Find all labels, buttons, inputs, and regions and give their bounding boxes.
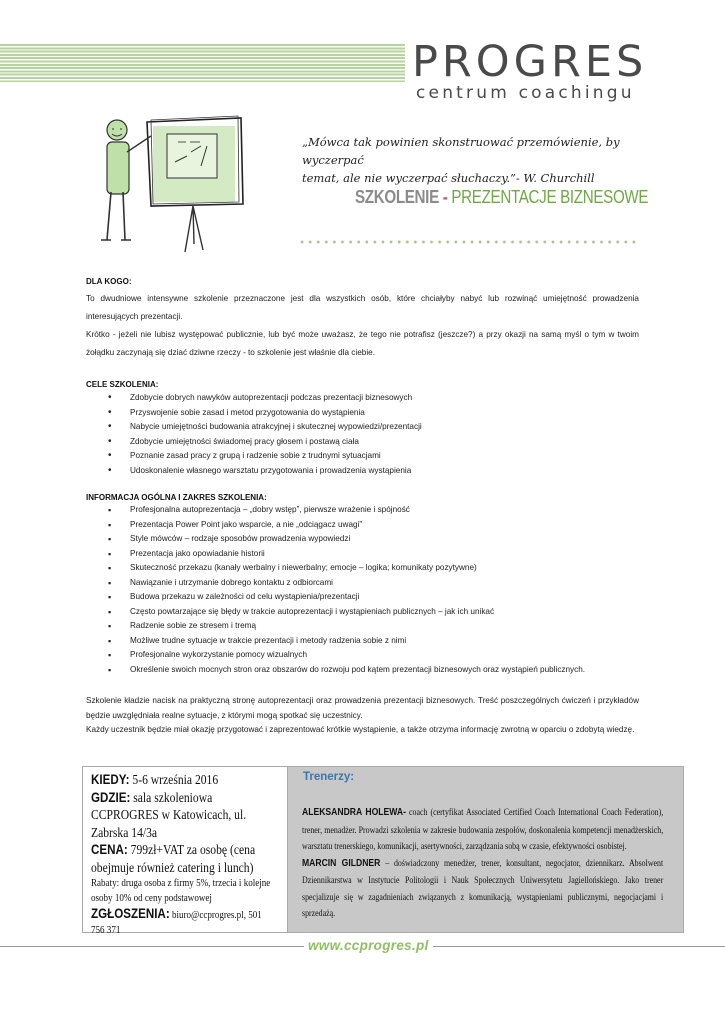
list-item: ▪ Radzenie sobie ze stresem i tremą: [88, 619, 640, 634]
quote-line: temat, ale nie wyczerpać słuchaczy.”- W. Churchill: [302, 171, 595, 185]
presenter-illustration: [95, 112, 255, 262]
when-row: [91, 771, 276, 789]
when-value: 5-6 września 2016: [132, 772, 219, 787]
price-label: CENA:: [91, 842, 128, 857]
header-stripe: [0, 44, 405, 82]
where-value: sala szkoleniowa CCPROGRES w Katowicach, ul. Zabrska 14/3a: [91, 789, 247, 840]
trainer-2: [302, 855, 663, 922]
trainer-1-desc: coach (certyfikat Associated Certified Coach International Coach Federation), trener, menadżer. Prowadzi szkolenia w zakresie budowania zespołów, doskonalenia kompetencji menadżerskich, warsztatu trenerskiego, komunikacji, asertywności, zarządzania sobą w czasie, efektywności osobistej.: [302, 807, 664, 851]
discount-text: Rabaty: druga osoba z firmy 5%, trzecia i kolejne osoby 10% od ceny podstawowej: [91, 878, 271, 904]
list-item: ▪ Profesjonalne wykorzystanie pomocy wizualnych: [88, 648, 640, 663]
title-main: SZKOLENIE: [355, 186, 439, 207]
trainer-2-name: MARCIN GILDNER: [302, 857, 381, 869]
signup-row: [91, 906, 276, 938]
quote: [302, 133, 642, 187]
page-title: [355, 186, 648, 208]
list-item: ▪ Możliwe trudne sytuacje w trakcie prezentacji i metody radzenia sobie z nimi: [88, 634, 640, 649]
list-item: ▪ Często powtarzające się błędy w trakcie autoprezentacji i wystąpieniach publicznych – jak ich unikać: [88, 605, 640, 620]
trainer-1: [302, 804, 663, 855]
section-heading-goals: CELE SZKOLENIA:: [86, 380, 159, 389]
price-row: [91, 841, 276, 876]
goals-list: [88, 391, 638, 478]
where-row: [91, 789, 276, 842]
trainers-heading: Trenerzy:: [303, 771, 355, 783]
where-label: GDZIE:: [91, 789, 131, 805]
title-separator: -: [442, 186, 448, 207]
closing-paragraph-1: Szkolenie kładzie nacisk na praktyczną stronę autoprezentacji oraz prowadzenia prezentacji biznesowych. Treść poszczególnych ćwiczeń i przykładów będzie uwzględniała realne sytuacje, z którymi mogą spotkać się uczestnicy.: [86, 696, 639, 720]
event-details: [91, 771, 276, 938]
list-item: • Poznanie zasad pracy z grupą i radzenie sobie z trudnymi sytuacjami: [88, 449, 638, 464]
closing-paragraph-2: Każdy uczestnik będzie miał okazję przygotować i zaprezentować krótkie wystąpienie, a także otrzyma informację zwrotną w oparciu o zdobytą wiedzę.: [86, 725, 635, 734]
logo-wordmark: PROGRES: [412, 37, 648, 87]
title-subtitle: PREZENTACJE BIZNESOWE: [451, 186, 649, 207]
price-value: 799zł+VAT za osobę (cena obejmuje również catering i lunch): [91, 842, 256, 875]
list-item: ▪ Prezentacja Power Point jako wsparcie, a nie „odciągacz uwagi”: [88, 518, 640, 533]
section-heading-info: INFORMACJA OGÓLNA I ZAKRES SZKOLENIA:: [86, 493, 267, 502]
trainer-1-name: ALEKSANDRA HOLEWA-: [302, 807, 406, 818]
list-item: • Nabycie umiejętności budowania atrakcyjnej i skutecznej wypowiedzi/prezentacji: [88, 420, 638, 435]
list-item: ▪ Budowa przekazu w zależności od celu wystąpienia/prezentacji: [88, 590, 640, 605]
list-item: • Zdobycie dobrych nawyków autoprezentacji podczas prezentacji biznesowych: [88, 391, 638, 406]
list-item: • Przyswojenie sobie zasad i metod przygotowania do wystąpienia: [88, 406, 638, 421]
list-item: ▪ Prezentacja jako opowiadanie historii: [88, 547, 640, 562]
section-heading-for-whom: DLA KOGO:: [86, 277, 132, 286]
trainers-text: [302, 804, 663, 922]
info-list: [88, 503, 640, 677]
for-whom-paragraph-1: To dwudniowe intensywne szkolenie przeznaczone jest dla wszystkich osób, które chciałyby nabyć lub rozwinąć umiejętność prowadzenia interesujących prezentacji.: [86, 294, 639, 321]
list-item: ▪ Style mówców – rodzaje sposobów prowadzenia wypowiedzi: [88, 532, 640, 547]
for-whom-paragraph-2: Krótko - jeżeli nie lubisz występować publicznie, lub być może uważasz, że tego nie potrafisz (jeszcze?) a przy okazji na samą myśl o tym w twoim żołądku zaczynają się dziać dziwne rzeczy - to szkolenie jest właśnie dla ciebie.: [86, 330, 639, 357]
list-item: ▪ Określenie swoich mocnych stron oraz obszarów do rozwoju pod kątem prezentacji biznesowych oraz wystąpień publicznych.: [88, 663, 640, 678]
trainer-2-desc: – doświadczony menedżer, trener, konsultant, negocjator, dziennikarz. Absolwent Dziennikarstwa w Instytucie Politologii i Nauk Społecznych Uniwersytetu Jagiellońskiego. Jako trener specjalizuje się w zagadnieniach związanych z komunikacją, wystąpieniami publicznymi, negocjacjami i sprzedażą.: [302, 857, 664, 918]
signup-value[interactable]: biuro@ccprogres.pl, 501 756 371: [91, 910, 262, 936]
footer-website-link[interactable]: www.ccprogres.pl: [304, 938, 433, 953]
list-item: • Zdobycie umiejętności świadomej pracy głosem i postawą ciała: [88, 435, 638, 450]
quote-line: „Mówca tak powinien skonstruować przemówienie, by wyczerpać: [302, 135, 620, 167]
dotted-divider: [298, 239, 640, 245]
signup-label: ZGŁOSZENIA:: [91, 906, 170, 921]
list-item: ▪ Skuteczność przekazu (kanały werbalny i niewerbalny; emocje – logika; komunikaty pozytywne): [88, 561, 640, 576]
when-label: KIEDY:: [91, 772, 130, 787]
list-item: ▪ Nawiązanie i utrzymanie dobrego kontaktu z odbiorcami: [88, 576, 640, 591]
logo-subtitle: centrum coachingu: [416, 83, 635, 103]
list-item: • Udoskonalenie własnego warsztatu przygotowania i prowadzenia wystąpienia: [88, 464, 638, 479]
list-item: ▪ Profesjonalna autoprezentacja – „dobry wstęp”, pierwsze wrażenie i spójność: [88, 503, 640, 518]
